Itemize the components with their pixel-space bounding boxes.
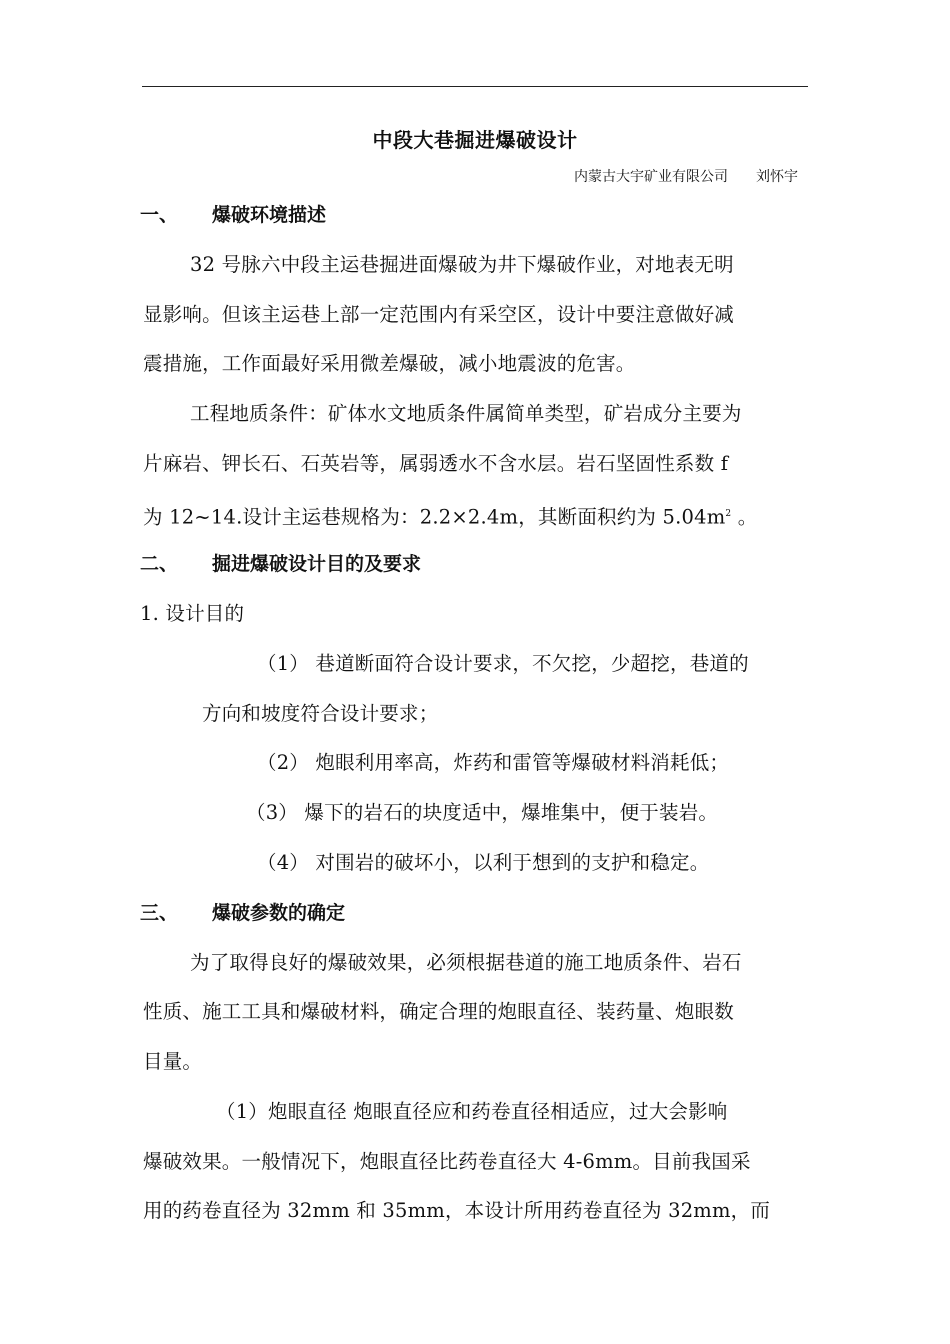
paragraph-line: 性质、施工工具和爆破材料，确定合理的炮眼直径、装药量、炮眼数 (143, 1000, 735, 1023)
document-title: 中段大巷掘进爆破设计 (372, 128, 578, 152)
paragraph-line: 震措施，工作面最好采用微差爆破，减小地震波的危害。 (143, 352, 636, 375)
paragraph-line (143, 500, 757, 532)
paragraph-end: 。 (731, 505, 758, 529)
paragraph-text: 为 12~14.设计主运巷规格为：2.2×2.4m，其断面积约为 5.04m (143, 505, 726, 529)
section-title: 掘进爆破设计目的及要求 (212, 553, 422, 575)
section-number: 三、 (140, 902, 179, 924)
list-item: （4） 对围岩的破坏小，以利于想到的支护和稳定。 (257, 851, 710, 874)
paragraph-line: 用的药卷直径为 32mm 和 35mm，本设计所用药卷直径为 32mm，而 (143, 1199, 771, 1222)
paragraph-line: 目量。 (143, 1050, 203, 1073)
paragraph-line: 32 号脉六中段主运巷掘进面爆破为井下爆破作业，对地表无明 (190, 253, 734, 276)
paragraph-line: 显影响。但该主运巷上部一定范围内有采空区，设计中要注意做好减 (143, 303, 735, 326)
paragraph-line: 爆破效果。一般情况下，炮眼直径比药卷直径大 4-6mm。目前我国采 (143, 1150, 751, 1173)
paragraph-line: 为了取得良好的爆破效果，必须根据巷道的施工地质条件、岩石 (190, 951, 742, 974)
section-heading-2 (140, 550, 421, 578)
section-number: 二、 (140, 553, 179, 575)
paragraph-line: 工程地质条件：矿体水文地质条件属简单类型，矿岩成分主要为 (190, 402, 742, 425)
author-org: 内蒙古大宇矿业有限公司 (574, 169, 728, 185)
section-title: 爆破参数的确定 (212, 902, 346, 924)
section-heading-1 (140, 201, 326, 229)
superscript: 2 (725, 509, 732, 519)
list-item-continuation: 方向和坡度符合设计要求； (202, 702, 439, 725)
author-name: 刘怀宇 (756, 169, 798, 185)
paragraph-line: 片麻岩、钾长石、石英岩等，属弱透水不含水层。岩石坚固性系数 f (143, 452, 729, 475)
paragraph-line: （1）炮眼直径 炮眼直径应和药卷直径相适应，过大会影响 (216, 1100, 728, 1123)
list-item: （3） 爆下的岩石的块度适中，爆堆集中，便于装岩。 (246, 801, 719, 824)
header-rule (142, 86, 808, 87)
section-heading-3 (140, 899, 345, 927)
list-item: （2） 炮眼利用率高，炸药和雷管等爆破材料消耗低； (257, 751, 730, 774)
list-item: （1） 巷道断面符合设计要求，不欠挖，少超挖，巷道的 (257, 652, 749, 675)
section-title: 爆破环境描述 (212, 204, 327, 226)
subheading: 1. 设计目的 (140, 602, 245, 625)
author-line (574, 166, 798, 188)
section-number: 一、 (140, 204, 179, 226)
